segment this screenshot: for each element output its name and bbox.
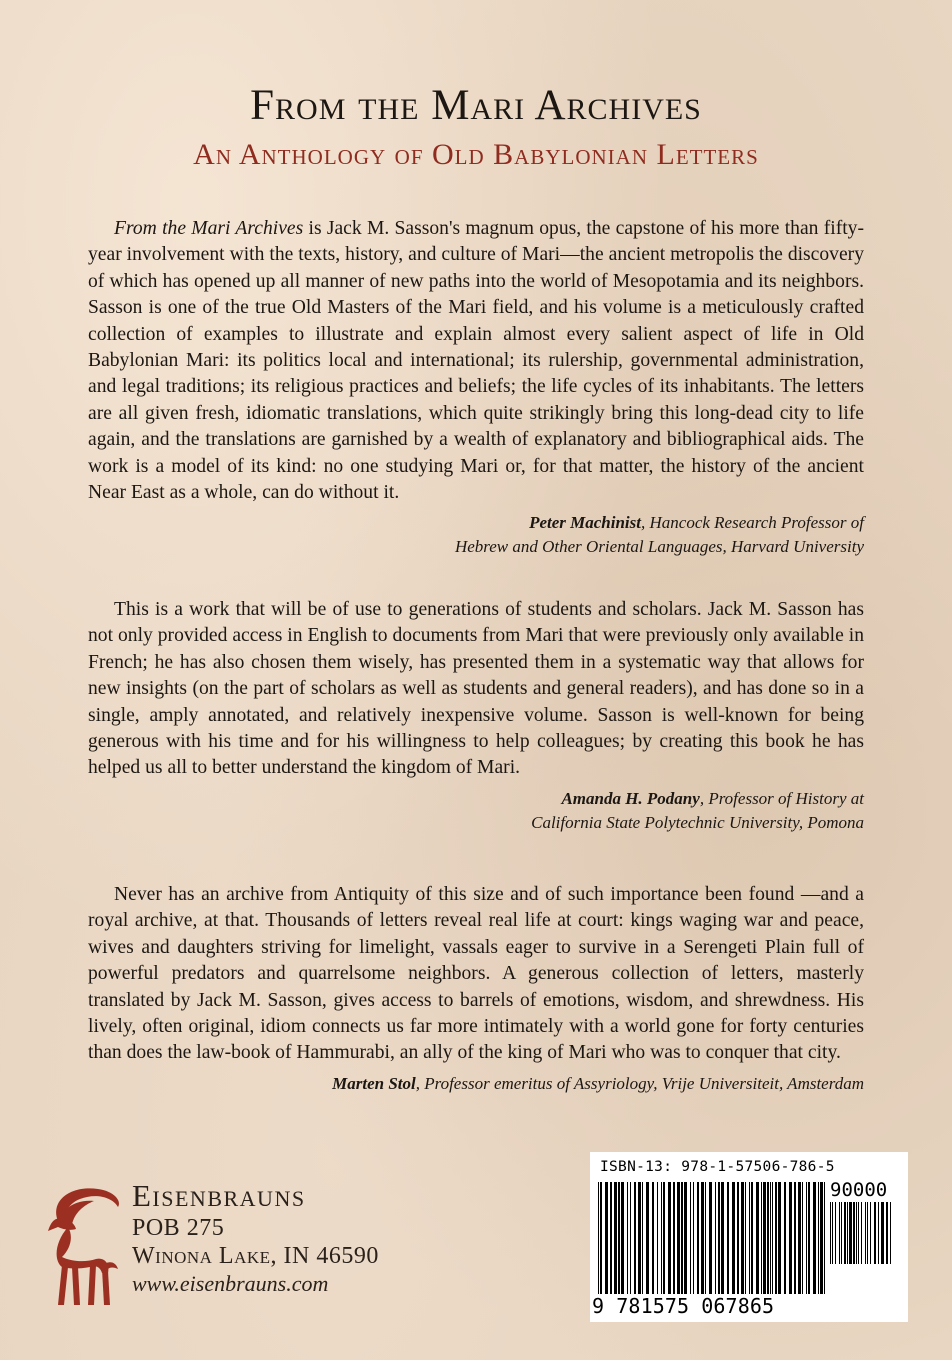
endorsement-text: Never has an archive from Antiquity of this size and of such importance been found —and a royal archive, at that. Thousands of letters reveal real life at court: kings waging war and peace, wives and daughters striving for limelight, vassals eager to survive in a Serengeti Plain full of powerful predators and quarrelsome neighbors. A generous collection of letters, masterly translated by Jack M. Sasson, gives access to barrels of emotions, wisdom, and shrewdness. His lively, often original, idiom connects us far more intimately with a world gone for forty centuries than does the law-book of Hammurabi, an ally of the king of Mari who was to conquer that city. <box>88 884 864 1064</box>
barcode-bar <box>839 1202 840 1264</box>
barcode-bar <box>798 1182 801 1294</box>
barcode-bar <box>663 1182 665 1294</box>
barcode-bar <box>820 1182 823 1294</box>
book-title: From the Mari Archives <box>250 82 702 129</box>
ibex-icon <box>40 1181 125 1311</box>
barcode-bar <box>761 1182 762 1294</box>
barcode-bar <box>881 1202 884 1264</box>
barcode-bar <box>861 1202 862 1264</box>
barcode-bar <box>832 1202 833 1264</box>
barcode-bar <box>849 1202 852 1264</box>
endorsement-text: This is a work that will be of use to generations of students and scholars. Jack M. Sasson has not only provided access in English to documents from Mari that were previously only available in French; he has also chosen them wisely, has presented them in a systematic way that allows for new insights (on the part of scholars as well as students and general readers), and has done so in a single, amply annotated, and relatively inexpensive volume. Sasson is well-known for being generous with his time and for his willingness to help colleagues; by creating this book he has helped us all to better understand the kingdom of Mari. <box>88 599 864 779</box>
endorsement-attribution: Peter Machinist, Hancock Research Professor of Hebrew and Other Oriental Languages, Harvard University <box>454 513 864 557</box>
barcode-bar <box>673 1182 675 1294</box>
barcode-bar <box>806 1182 807 1294</box>
barcode-bar <box>858 1202 859 1264</box>
barcode-bar <box>638 1182 641 1294</box>
barcode-bar <box>693 1182 694 1294</box>
barcode-bar <box>756 1182 759 1294</box>
endorsement-attribution: Amanda H. Podany, Professor of History at California State Polytechnic University, Pomona <box>531 788 864 832</box>
publisher-website: www.eisenbrauns.com <box>132 1271 329 1296</box>
barcode-bar <box>878 1202 879 1264</box>
barcode-bar <box>741 1182 744 1294</box>
publisher-address-line1: POB 275 <box>132 1215 225 1241</box>
barcode-bar <box>767 1182 769 1294</box>
barcode-bar <box>853 1202 855 1264</box>
barcode-bar <box>775 1182 777 1294</box>
barcode-bar <box>668 1182 671 1294</box>
barcode-bar <box>697 1182 699 1294</box>
barcode-bar <box>772 1182 773 1294</box>
barcode-bar <box>630 1182 631 1294</box>
barcode-bar <box>751 1182 753 1294</box>
endorsement-stol <box>88 882 864 1096</box>
price-addon-bars <box>830 1202 900 1314</box>
endorsement-machinist <box>88 216 864 559</box>
barcode-bar <box>618 1182 620 1294</box>
barcode-bar <box>614 1182 617 1294</box>
ean-barcode-bars <box>598 1182 828 1294</box>
publisher-block <box>40 1178 460 1318</box>
barcode-bar <box>844 1202 846 1264</box>
barcode-bar <box>867 1202 868 1264</box>
isbn-label: ISBN-13: 978-1-57506-786-5 <box>600 1159 835 1175</box>
barcode-bar <box>605 1182 608 1294</box>
barcode-bar <box>621 1182 624 1294</box>
barcode-bar <box>657 1182 658 1294</box>
barcode-bar <box>841 1202 842 1264</box>
barcode-bar <box>813 1182 816 1294</box>
barcode-bar <box>763 1182 766 1294</box>
barcode-bar <box>701 1182 704 1294</box>
barcode-bar <box>610 1182 612 1294</box>
endorsement-podany <box>88 597 864 835</box>
endorser-name: Marten Stol <box>332 1073 416 1093</box>
barcode-bar <box>749 1182 750 1294</box>
barcode-bar <box>737 1182 739 1294</box>
barcode-bar <box>634 1182 636 1294</box>
barcode-bar <box>794 1182 796 1294</box>
barcode-bar <box>661 1182 662 1294</box>
barcode-bar <box>646 1182 649 1294</box>
barcode-bar <box>709 1182 712 1294</box>
barcode-bar <box>835 1202 836 1264</box>
barcode-bar <box>778 1182 781 1294</box>
barcode-bar <box>784 1182 786 1294</box>
barcode-bar <box>870 1202 871 1264</box>
barcode-bar <box>818 1182 819 1294</box>
price-code: 90000 <box>830 1179 888 1201</box>
barcode-bar <box>732 1182 735 1294</box>
barcode-bar <box>642 1182 643 1294</box>
barcode-bar <box>600 1182 602 1294</box>
endorsement-attribution: Marten Stol, Professor emeritus of Assyriology, Vrije Universiteit, Amsterdam <box>332 1073 864 1093</box>
endorsement-text: From the Mari Archives is Jack M. Sasson's magnum opus, the capstone of his more than fifty-year involvement with the texts, history, and culture of Mari—the ancient metropolis the discovery of which has opened up all manner of new paths into the world of Mesopotamia and its neighbors. Sasson is one of the true Old Masters of the Mari field, and his volume is a meticulously crafted collection of examples to illustrate and explain almost every salient aspect of life in Old Babylonian Mari: its politics local and international; its rulership, governmental administration, and legal traditions; its religious practices and beliefs; the life cycles of its inhabitants. The letters are all given fresh, idiomatic translations, which quite strikingly bring this long-dead city to life again, and the translations are garnished by a wealth of explanatory and bibliographical aids. The work is a model of its kind: no one studying Mari or, for that matter, the history of the ancient Near East as a whole, can do without it. <box>88 218 864 504</box>
barcode-bar <box>789 1182 792 1294</box>
publisher-text <box>132 1178 379 1298</box>
barcode-bar <box>847 1202 848 1264</box>
barcode-bar <box>886 1202 888 1264</box>
barcode-bar <box>890 1202 891 1264</box>
barcode-bar <box>745 1182 746 1294</box>
barcode-bar <box>824 1182 825 1294</box>
barcode-bar <box>598 1182 599 1294</box>
publisher-address-line2: Winona Lake, IN 46590 <box>132 1243 379 1269</box>
publisher-name: Eisenbrauns <box>132 1178 306 1213</box>
endorser-name: Peter Machinist <box>529 513 641 533</box>
barcode-bar <box>705 1182 706 1294</box>
barcode-bar <box>652 1182 654 1294</box>
barcode-bar <box>690 1182 691 1294</box>
barcode-bar <box>865 1202 866 1264</box>
barcode-bar <box>684 1182 687 1294</box>
barcode-bar <box>808 1182 810 1294</box>
barcode-bar <box>677 1182 680 1294</box>
barcode-bar <box>681 1182 683 1294</box>
isbn-barcode <box>590 1152 908 1322</box>
ean-digits: 9 781575 067865 <box>592 1294 775 1318</box>
barcode-bar <box>715 1182 716 1294</box>
barcode-bar <box>721 1182 724 1294</box>
endorser-name: Amanda H. Podany <box>561 788 700 808</box>
book-subtitle: An Anthology of Old Babylonian Letters <box>193 138 759 171</box>
barcode-bar <box>856 1202 857 1264</box>
barcode-bar <box>830 1202 831 1264</box>
barcode-bar <box>718 1182 720 1294</box>
barcode-bar <box>627 1182 628 1294</box>
barcode-bar <box>727 1182 729 1294</box>
barcode-bar <box>802 1182 803 1294</box>
barcode-bar <box>874 1202 876 1264</box>
barcode-bar <box>770 1182 771 1294</box>
book-title-italic: From the Mari Archives <box>114 218 304 239</box>
